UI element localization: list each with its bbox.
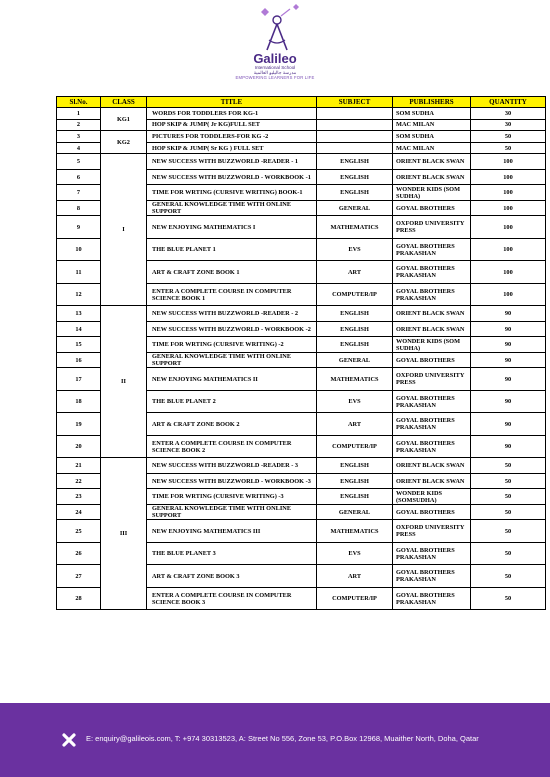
cell-publisher: MAC MILAN	[393, 119, 471, 131]
cell-title: NEW SUCCESS WITH BUZZWORLD -READER - 1	[147, 154, 317, 170]
cell-quantity: 90	[471, 337, 546, 353]
cell-quantity: 100	[471, 283, 546, 306]
cell-slno: 8	[57, 200, 101, 216]
cell-subject: GENERAL	[317, 352, 393, 368]
cell-subject: ENGLISH	[317, 185, 393, 201]
cell-subject: ENGLISH	[317, 337, 393, 353]
cell-publisher: GOYAL BROTHERS PRAKASHAN	[393, 390, 471, 413]
cell-quantity: 100	[471, 154, 546, 170]
table-header-row	[57, 97, 546, 108]
brand-arabic: مدرسة جاليليو العالمية	[253, 70, 297, 75]
cell-publisher: GOYAL BROTHERS PRAKASHAN	[393, 261, 471, 284]
cell-quantity: 90	[471, 321, 546, 337]
cell-quantity: 50	[471, 458, 546, 474]
cell-publisher: GOYAL BROTHERS PRAKASHAN	[393, 238, 471, 261]
cell-subject: COMPUTER/IP	[317, 435, 393, 458]
cell-slno: 7	[57, 185, 101, 201]
cell-slno: 18	[57, 390, 101, 413]
cell-publisher: GOYAL BROTHERS PRAKASHAN	[393, 283, 471, 306]
cell-title: THE BLUE PLANET 1	[147, 238, 317, 261]
cell-subject: COMPUTER/IP	[317, 283, 393, 306]
cell-subject: ENGLISH	[317, 169, 393, 185]
cell-title: NEW SUCCESS WITH BUZZWORLD - WORKBOOK -1	[147, 169, 317, 185]
cell-publisher: WONDER KIDS (SOM SUDHA)	[393, 337, 471, 353]
cell-subject: ENGLISH	[317, 458, 393, 474]
cell-title: ENTER A COMPLETE COURSE IN COMPUTER SCIENCE BOOK 1	[147, 283, 317, 306]
cell-publisher: ORIENT BLACK SWAN	[393, 306, 471, 322]
cell-quantity: 100	[471, 216, 546, 239]
cell-slno: 22	[57, 473, 101, 489]
cell-title: ART & CRAFT ZONE BOOK 2	[147, 413, 317, 436]
cell-quantity: 50	[471, 504, 546, 520]
cell-publisher: ORIENT BLACK SWAN	[393, 321, 471, 337]
book-table	[56, 96, 546, 610]
cell-title: HOP SKIP & JUMP( Sr KG ) FULL SET	[147, 142, 317, 154]
cell-title: GENERAL KNOWLEDGE TIME WITH ONLINE SUPPORT	[147, 200, 317, 216]
header-quantity: QUANTITY	[471, 97, 546, 108]
cell-title: NEW SUCCESS WITH BUZZWORLD - WORKBOOK -2	[147, 321, 317, 337]
cell-slno: 17	[57, 368, 101, 391]
cell-quantity: 100	[471, 169, 546, 185]
cell-slno: 4	[57, 142, 101, 154]
brand-tagline: EMPOWERING LEARNERS FOR LIFE	[235, 75, 315, 80]
header-slno: Sl.No.	[57, 97, 101, 108]
cell-subject: ENGLISH	[317, 154, 393, 170]
cell-slno: 3	[57, 131, 101, 143]
cell-slno: 15	[57, 337, 101, 353]
cell-subject	[317, 142, 393, 154]
cell-quantity: 90	[471, 368, 546, 391]
cell-subject: EVS	[317, 238, 393, 261]
cell-quantity: 50	[471, 520, 546, 543]
cell-slno: 20	[57, 435, 101, 458]
cell-subject: MATHEMATICS	[317, 520, 393, 543]
cell-subject: GENERAL	[317, 200, 393, 216]
cell-publisher: GOYAL BROTHERS	[393, 352, 471, 368]
cell-slno: 1	[57, 108, 101, 120]
cell-publisher: OXFORD UNIVERSITY PRESS	[393, 216, 471, 239]
cell-title: NEW ENJOYING MATHEMATICS II	[147, 368, 317, 391]
cell-title: NEW SUCCESS WITH BUZZWORLD - WORKBOOK -3	[147, 473, 317, 489]
brand-subtitle: International School	[254, 65, 296, 70]
cell-publisher: GOYAL BROTHERS PRAKASHAN	[393, 542, 471, 565]
cell-publisher: MAC MILAN	[393, 142, 471, 154]
cell-publisher: ORIENT BLACK SWAN	[393, 154, 471, 170]
header-title: TITLE	[147, 97, 317, 108]
cell-subject: ENGLISH	[317, 489, 393, 505]
cell-subject: MATHEMATICS	[317, 368, 393, 391]
cell-quantity: 90	[471, 390, 546, 413]
cell-slno: 12	[57, 283, 101, 306]
header-class: CLASS	[101, 97, 147, 108]
cell-quantity: 50	[471, 542, 546, 565]
cell-publisher: GOYAL BROTHERS	[393, 504, 471, 520]
cell-quantity: 50	[471, 142, 546, 154]
cell-title: ENTER A COMPLETE COURSE IN COMPUTER SCIENCE BOOK 2	[147, 435, 317, 458]
cell-quantity: 50	[471, 473, 546, 489]
cell-slno: 11	[57, 261, 101, 284]
cell-quantity: 50	[471, 565, 546, 588]
cell-quantity: 100	[471, 200, 546, 216]
cell-quantity: 30	[471, 119, 546, 131]
cell-publisher: OXFORD UNIVERSITY PRESS	[393, 368, 471, 391]
cell-title: NEW ENJOYING MATHEMATICS I	[147, 216, 317, 239]
cell-title: THE BLUE PLANET 3	[147, 542, 317, 565]
table-row	[57, 458, 546, 474]
cell-title: NEW SUCCESS WITH BUZZWORLD -READER - 2	[147, 306, 317, 322]
book-list	[56, 96, 545, 610]
galileo-x-icon	[62, 733, 76, 747]
cell-title: THE BLUE PLANET 2	[147, 390, 317, 413]
cell-slno: 23	[57, 489, 101, 505]
cell-publisher: GOYAL BROTHERS	[393, 200, 471, 216]
cell-quantity: 100	[471, 238, 546, 261]
cell-publisher: GOYAL BROTHERS PRAKASHAN	[393, 413, 471, 436]
cell-quantity: 90	[471, 435, 546, 458]
footer-bar	[0, 703, 550, 777]
cell-subject: ENGLISH	[317, 306, 393, 322]
cell-subject	[317, 131, 393, 143]
cell-title: NEW ENJOYING MATHEMATICS III	[147, 520, 317, 543]
cell-subject: COMPUTER/IP	[317, 587, 393, 610]
cell-slno: 25	[57, 520, 101, 543]
header-publishers: PUBLISHERS	[393, 97, 471, 108]
cell-slno: 28	[57, 587, 101, 610]
cell-subject: ENGLISH	[317, 321, 393, 337]
cell-publisher: ORIENT BLACK SWAN	[393, 169, 471, 185]
cell-slno: 13	[57, 306, 101, 322]
cell-subject: EVS	[317, 542, 393, 565]
cell-publisher: SOM SUDHA	[393, 131, 471, 143]
cell-publisher: OXFORD UNIVERSITY PRESS	[393, 520, 471, 543]
cell-publisher: WONDER KIDS (SOM SUDHA)	[393, 185, 471, 201]
cell-subject: ENGLISH	[317, 473, 393, 489]
cell-quantity: 50	[471, 489, 546, 505]
cell-quantity: 50	[471, 587, 546, 610]
cell-subject: MATHEMATICS	[317, 216, 393, 239]
table-row	[57, 306, 546, 322]
cell-title: GENERAL KNOWLEDGE TIME WITH ONLINE SUPPORT	[147, 352, 317, 368]
cell-subject	[317, 119, 393, 131]
cell-quantity: 100	[471, 185, 546, 201]
cell-class: III	[101, 458, 147, 610]
table-row	[57, 131, 546, 143]
table-row	[57, 108, 546, 120]
cell-slno: 6	[57, 169, 101, 185]
school-logo	[220, 4, 330, 88]
cell-subject: GENERAL	[317, 504, 393, 520]
cell-class: KG1	[101, 108, 147, 131]
cell-slno: 19	[57, 413, 101, 436]
cell-class: KG2	[101, 131, 147, 154]
cell-title: ENTER A COMPLETE COURSE IN COMPUTER SCIENCE BOOK 3	[147, 587, 317, 610]
cell-publisher: ORIENT BLACK SWAN	[393, 473, 471, 489]
cell-class: II	[101, 306, 147, 458]
cell-title: ART & CRAFT ZONE BOOK 1	[147, 261, 317, 284]
cell-publisher: SOM SUDHA	[393, 108, 471, 120]
cell-title: WORDS FOR TODDLERS FOR KG-1	[147, 108, 317, 120]
cell-slno: 2	[57, 119, 101, 131]
cell-publisher: GOYAL BROTHERS PRAKASHAN	[393, 565, 471, 588]
cell-quantity: 90	[471, 306, 546, 322]
cell-quantity: 100	[471, 261, 546, 284]
cell-quantity: 30	[471, 108, 546, 120]
cell-slno: 14	[57, 321, 101, 337]
cell-title: HOP SKIP & JUMP( Jr KG)FULL SET	[147, 119, 317, 131]
cell-class: I	[101, 154, 147, 306]
cell-title: TIME FOR WRTING (CURSIVE WRITING) -2	[147, 337, 317, 353]
brand-name: Galileo	[253, 51, 297, 66]
cell-title: TIME FOR WRTING (CURSIVE WRITING) -3	[147, 489, 317, 505]
cell-subject	[317, 108, 393, 120]
cell-title: NEW SUCCESS WITH BUZZWORLD -READER - 3	[147, 458, 317, 474]
cell-slno: 16	[57, 352, 101, 368]
cell-slno: 26	[57, 542, 101, 565]
cell-quantity: 50	[471, 131, 546, 143]
cell-title: TIME FOR WRTING (CURSIVE WRITING) BOOK-1	[147, 185, 317, 201]
cell-slno: 27	[57, 565, 101, 588]
galileo-compass-icon	[243, 4, 307, 54]
cell-slno: 9	[57, 216, 101, 239]
cell-publisher: ORIENT BLACK SWAN	[393, 458, 471, 474]
cell-quantity: 90	[471, 413, 546, 436]
cell-title: GENERAL KNOWLEDGE TIME WITH ONLINE SUPPORT	[147, 504, 317, 520]
cell-quantity: 90	[471, 352, 546, 368]
cell-subject: ART	[317, 261, 393, 284]
table-body	[57, 108, 546, 610]
cell-publisher: GOYAL BROTHERS PRAKASHAN	[393, 435, 471, 458]
cell-publisher: GOYAL BROTHERS PRAKASHAN	[393, 587, 471, 610]
cell-title: PICTURES FOR TODDLERS-FOR KG -2	[147, 131, 317, 143]
cell-slno: 5	[57, 154, 101, 170]
cell-title: ART & CRAFT ZONE BOOK 3	[147, 565, 317, 588]
cell-subject: ART	[317, 565, 393, 588]
cell-subject: EVS	[317, 390, 393, 413]
footer-contact: E: enquiry@galileois.com, T: +974 30313523, A: Street No 556, Zone 53, P.O.Box 12968, Muaither North, Doha, Qatar	[86, 734, 479, 743]
cell-slno: 10	[57, 238, 101, 261]
cell-slno: 21	[57, 458, 101, 474]
cell-subject: ART	[317, 413, 393, 436]
cell-publisher: WONDER KIDS (SOMSUDHA)	[393, 489, 471, 505]
header-subject: SUBJECT	[317, 97, 393, 108]
table-row	[57, 154, 546, 170]
cell-slno: 24	[57, 504, 101, 520]
